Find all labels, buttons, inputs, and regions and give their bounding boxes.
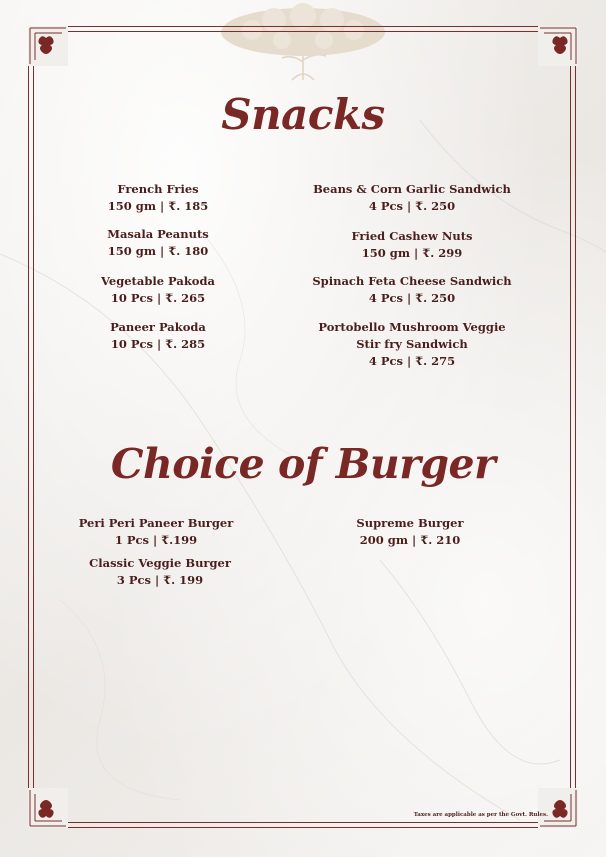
menu-item	[58, 273, 258, 307]
item-price: 150 gm | ₹. 299	[361, 246, 463, 260]
menu-item	[302, 181, 522, 215]
item-name: French Fries	[117, 182, 199, 196]
item-price: 200 gm | ₹. 210	[359, 533, 461, 547]
item-name: Paneer Pakoda	[110, 320, 206, 334]
item-name-line2: Stir fry Sandwich	[356, 337, 468, 351]
item-name: Supreme Burger	[356, 516, 464, 530]
item-price: 150 gm | ₹. 185	[107, 199, 209, 213]
item-name: Peri Peri Paneer Burger	[78, 516, 234, 530]
item-price: 10 Pcs | ₹. 265	[110, 291, 206, 305]
item-name: Beans & Corn Garlic Sandwich	[313, 182, 511, 196]
item-price: 4 Pcs | ₹. 250	[368, 291, 456, 305]
menu-item	[58, 226, 258, 260]
menu-item	[302, 273, 522, 307]
section-title-burger: Choice of Burger	[110, 440, 496, 488]
menu-item	[58, 319, 258, 353]
item-name: Classic Veggie Burger	[89, 556, 231, 570]
item-price: 1 Pcs | ₹.199	[114, 533, 198, 547]
menu-item	[56, 515, 256, 549]
menu-item	[58, 181, 258, 215]
item-price: 4 Pcs | ₹. 275	[368, 354, 456, 368]
menu-item	[302, 228, 522, 262]
item-price: 4 Pcs | ₹. 250	[368, 199, 456, 213]
item-name: Masala Peanuts	[107, 227, 209, 241]
menu-item	[302, 319, 522, 370]
fleur-de-lis-icon	[538, 26, 578, 66]
item-name: Spinach Feta Cheese Sandwich	[312, 274, 512, 288]
fleur-de-lis-icon	[28, 26, 68, 66]
inner-border	[33, 31, 571, 823]
item-price: 150 gm | ₹. 180	[107, 244, 209, 258]
section-title-snacks: Snacks	[221, 90, 385, 139]
item-name: Vegetable Pakoda	[101, 274, 215, 288]
menu-item	[310, 515, 510, 549]
fleur-de-lis-icon	[28, 788, 68, 828]
item-price: 3 Pcs | ₹. 199	[116, 573, 204, 587]
fleur-de-lis-icon	[538, 788, 578, 828]
tax-note: Taxes are applicable as per the Govt. Rules.	[413, 812, 548, 818]
menu-item	[60, 555, 260, 589]
item-name: Fried Cashew Nuts	[351, 229, 473, 243]
item-price: 10 Pcs | ₹. 285	[110, 337, 206, 351]
item-name: Portobello Mushroom Veggie	[318, 320, 506, 334]
